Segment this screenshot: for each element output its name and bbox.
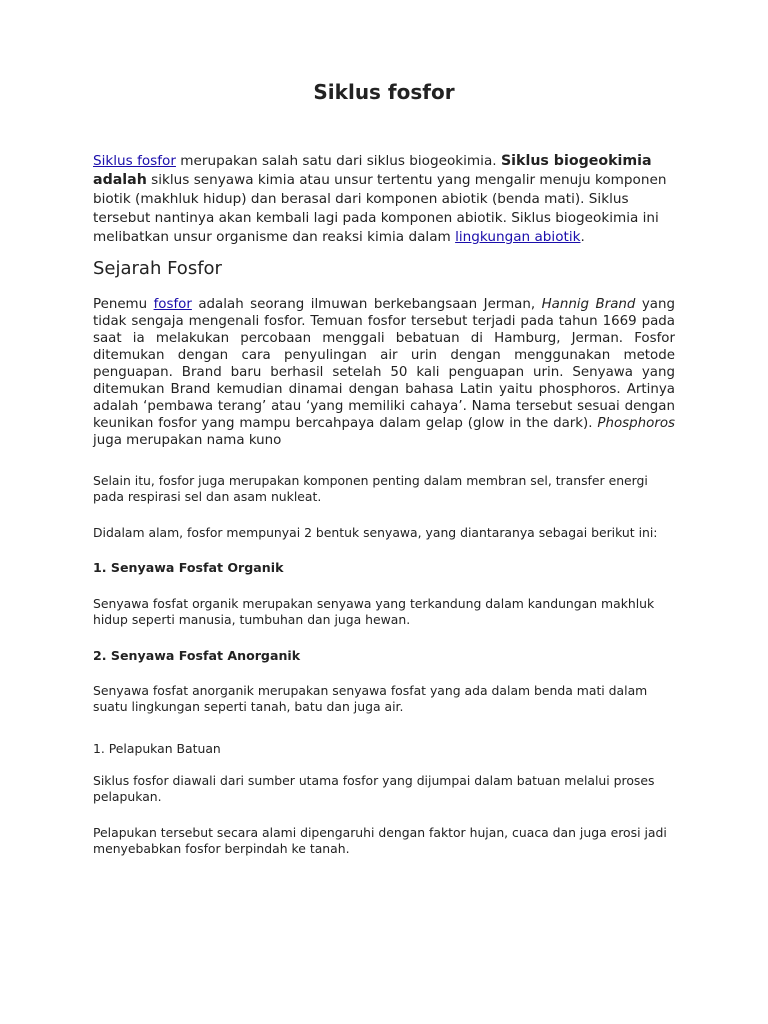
intro-paragraph: Siklus fosfor merupakan salah satu dari siklus biogeokimia. Siklus biogeokimia adalah siklus senyawa kimia atau unsur tertentu yang mengalir menuju komponen biotik (makhluk hidup) dan berasal dari komponen abiotik (benda mati). Siklus tersebut nantinya akan kembali lagi pada komponen abiotik. Siklus biogeokimia ini melibatkan unsur organisme dan reaksi kimia dalam lingkungan abiotik. — [93, 153, 667, 245]
siklus-fosfor-link[interactable]: Siklus fosfor — [93, 153, 176, 169]
lingkungan-abiotik-link[interactable]: lingkungan abiotik — [455, 229, 581, 245]
step-weathering-heading: 1. Pelapukan Batuan — [93, 741, 221, 756]
history-paragraph: Penemu fosfor adalah seorang ilmuwan berkebangsaan Jerman, Hannig Brand yang tidak sengaja mengenali fosfor. Temuan fosfor tersebut terjadi pada tahun 1669 pada saat ia melakukan percobaan menggali bebatuan di Hamburg, Jerman. Fosfor ditemukan dengan cara penyulingan air urin dengan menggunakan metode penguapan. Brand baru berhasil setelah 50 kali penguapan urin. Senyawa yang ditemukan Brand kemudian dinamai dengan bahasa Latin yaitu phosphoros. Artinya adalah ‘pembawa terang’ atau ‘yang memiliki cahaya’. Nama tersebut sesuai dengan keunikan fosfor yang mampu bercahpaya dalam gelap (glow in the dark). Phosphoros juga merupakan nama kuno — [93, 297, 675, 448]
subheading-organic: 1. Senyawa Fosfat Organik — [93, 560, 284, 575]
organic-paragraph: Senyawa fosfat organik merupakan senyawa yang terkandung dalam kandungan makhluk hidup seperti manusia, tumbuhan dan juga hewan. — [93, 596, 655, 627]
weathering-paragraph-1: Siklus fosfor diawali dari sumber utama fosfor yang dijumpai dalam batuan melalui proses pelapukan. — [93, 773, 655, 804]
inorganic-paragraph: Senyawa fosfat anorganik merupakan senyawa fosfat yang ada dalam benda mati dalam suatu lingkungan seperti tanah, batu dan juga air. — [93, 683, 648, 714]
discoverer-name: Hannig Brand — [541, 297, 636, 312]
forms-paragraph: Didalam alam, fosfor mempunyai 2 bentuk senyawa, yang diantaranya sebagai berikut ini: — [93, 525, 658, 540]
section-heading-history: Sejarah Fosfor — [93, 258, 222, 279]
fosfor-link[interactable]: fosfor — [153, 297, 192, 312]
biogeochemistry-definition-term: Siklus biogeokimia adalah — [93, 153, 652, 188]
page-title: Siklus fosfor — [313, 80, 455, 104]
component-paragraph: Selain itu, fosfor juga merupakan komponen penting dalam membran sel, transfer energi pada respirasi sel dan asam nukleat. — [93, 473, 648, 504]
subheading-inorganic: 2. Senyawa Fosfat Anorganik — [93, 648, 301, 663]
phosphoros-term: Phosphoros — [597, 416, 675, 431]
weathering-paragraph-2: Pelapukan tersebut secara alami dipengaruhi dengan faktor hujan, cuaca dan juga erosi jadi menyebabkan fosfor berpindah ke tanah. — [93, 825, 667, 856]
